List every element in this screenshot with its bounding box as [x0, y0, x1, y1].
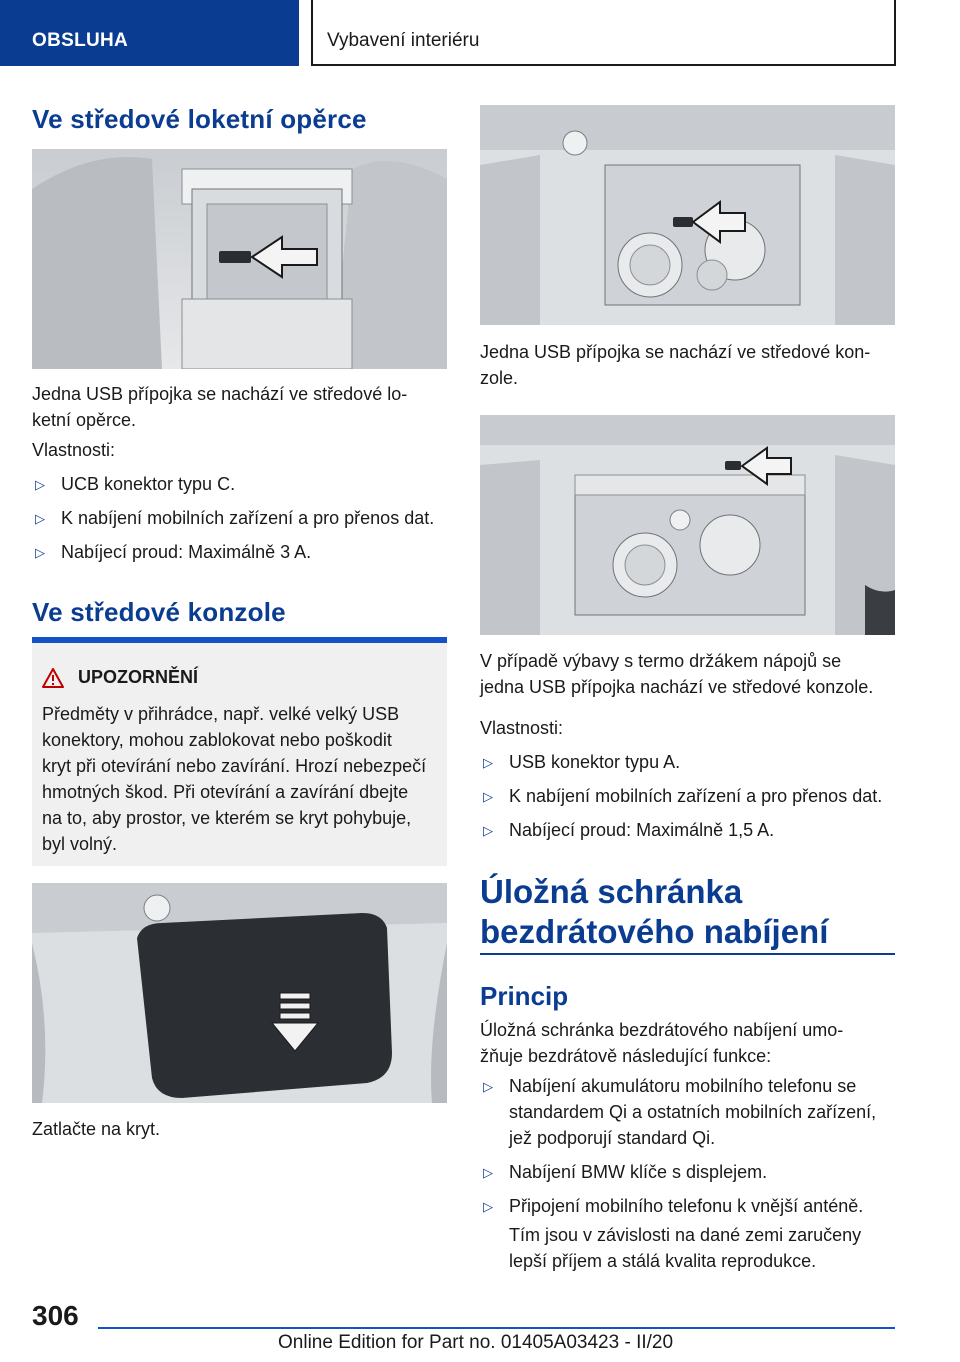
triangle-right-outline-icon: ▷: [35, 477, 45, 492]
list-item: ▷ K nabíjení mobilních zařízení a pro přenos dat.: [32, 505, 452, 531]
triangle-right-outline-icon: ▷: [35, 545, 45, 560]
triangle-right-outline-icon: ▷: [35, 511, 45, 526]
triangle-right-outline-icon: ▷: [483, 789, 493, 804]
push-cover-caption: Zatlačte na kryt.: [32, 1119, 161, 1139]
footer-rule: [98, 1327, 895, 1329]
list-item: ▷ Nabíjecí proud: Maximálně 1,5 A.: [480, 817, 900, 843]
triangle-right-outline-icon: ▷: [483, 1165, 493, 1180]
page-number: 306: [32, 1300, 79, 1331]
section-title: OBSLUHA: [32, 30, 129, 51]
heading-wireless-charging: Úložná schránka bezdrátového nabíjení: [480, 873, 829, 950]
photo-console-usb: [480, 105, 895, 325]
armrest-description: Jedna USB přípojka se nachází ve středové lo‐ ketní opěrce.: [32, 384, 408, 430]
chapter-title: Vybavení interiéru: [327, 30, 480, 51]
section-tab: [0, 0, 299, 66]
warning-triangle-icon: [42, 668, 64, 688]
chapter-tab: [311, 0, 896, 66]
heading-center-console: Ve středové konzole: [32, 597, 286, 627]
photo-push-cover: [32, 883, 447, 1103]
list-item: ▷ K nabíjení mobilních zařízení a pro přenos dat.: [480, 783, 900, 809]
heading-princip: Princip: [480, 981, 569, 1011]
heading-armrest: Ve středové loketní opěrce: [32, 104, 367, 134]
princip-description: Úložná schránka bezdrátového nabíjení umo‐ žňuje bezdrátově následující funkce:: [480, 1020, 844, 1066]
properties-label-right: Vlastnosti:: [480, 718, 564, 738]
heading-underline: [480, 953, 895, 955]
list-item: ▷ USB konektor typu A.: [480, 749, 900, 775]
properties-label: Vlastnosti:: [32, 440, 116, 460]
edition-text: Online Edition for Part no. 01405A03423 - II/20: [278, 1332, 674, 1353]
photo-console-thermo-usb: [480, 415, 895, 635]
warning-box: [32, 637, 447, 866]
photo-armrest-usb: [32, 149, 447, 369]
list-item: ▷ Nabíjecí proud: Maximálně 3 A.: [32, 539, 452, 565]
list-item: ▷ Nabíjení BMW klíče s displejem.: [480, 1159, 900, 1185]
list-item: ▷ Připojení mobilního telefonu k vnější anténě.: [480, 1193, 900, 1219]
console-usb-caption: Jedna USB přípojka se nachází ve středové kon‐ zole.: [480, 342, 871, 388]
list-item: ▷ UCB konektor typu C.: [32, 471, 452, 497]
list-item: ▷ Nabíjení akumulátoru mobilního telefonu se standardem Qi a ostatních mobilních zařízení, jež podporují standard Qi.: [483, 1076, 877, 1148]
triangle-right-outline-icon: ▷: [483, 1079, 493, 1094]
thermo-holder-caption: V případě výbavy s termo držákem nápojů se jedna USB přípojka nachází ve středové konzole.: [480, 651, 874, 697]
triangle-right-outline-icon: ▷: [483, 823, 493, 838]
warning-text: Předměty v přihrádce, např. velké velký USB konektory, mohou zablokovat nebo poškodit kryt při otevírání nebo zavírání. Hrozí nebezpečí hmotných škod. Při otevírání a zavírání dbejte na to, aby prostor, ve kterém se kryt pohybuje, byl volný.: [42, 704, 427, 854]
warning-title: UPOZORNĚNÍ: [42, 667, 198, 688]
triangle-right-outline-icon: ▷: [483, 1199, 493, 1214]
console-properties-list: [480, 749, 900, 851]
princip-functions-list: [480, 1073, 900, 1227]
triangle-right-outline-icon: ▷: [483, 755, 493, 770]
armrest-properties-list: [32, 471, 452, 573]
antenna-note: Tím jsou v závislosti na dané zemi zaručeny lepší příjem a stálá kvalita reprodukce.: [509, 1225, 862, 1271]
